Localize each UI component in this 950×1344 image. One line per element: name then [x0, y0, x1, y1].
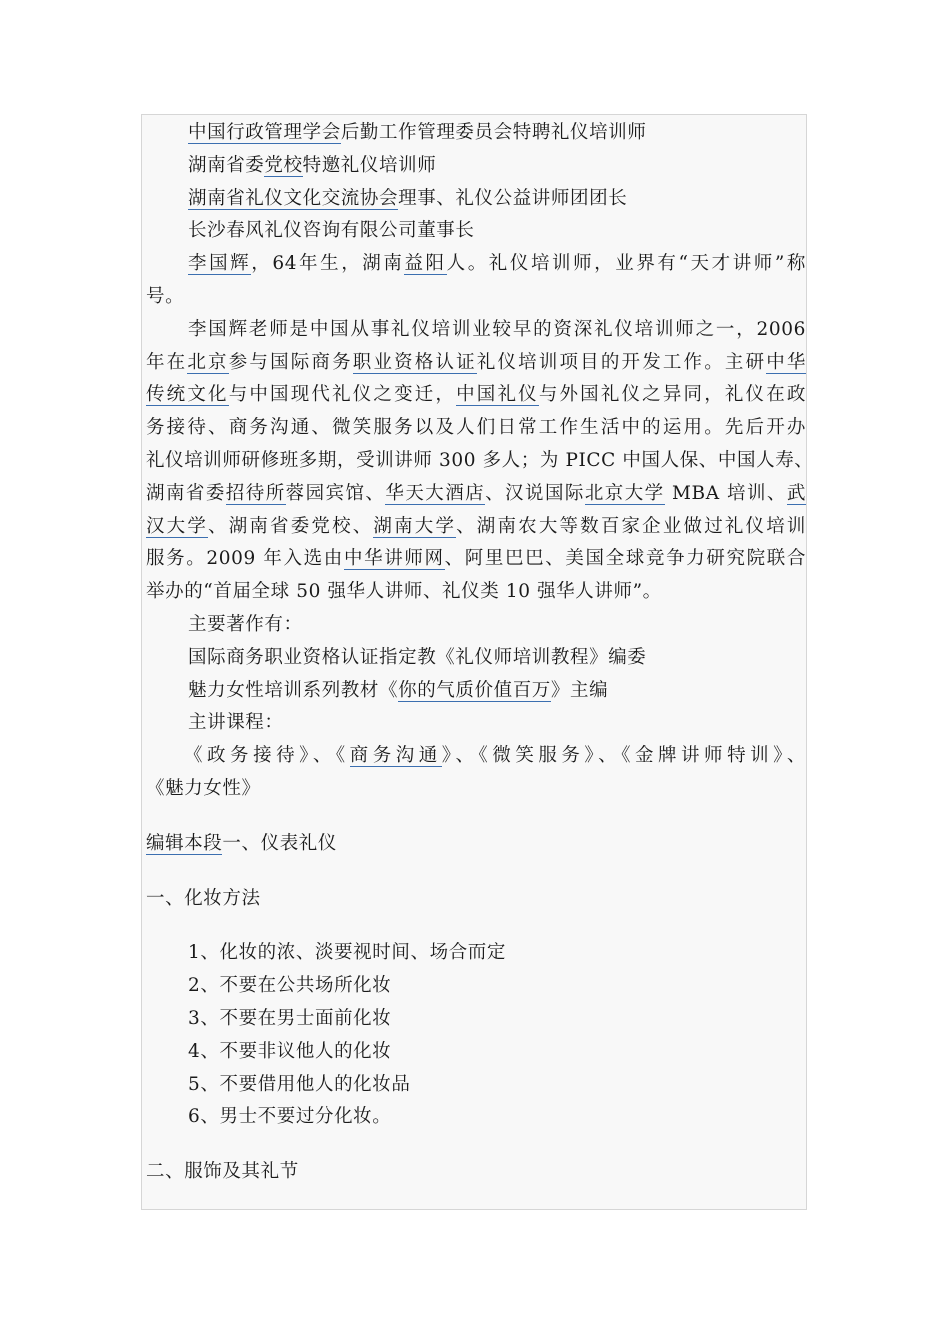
desc-line: 汉大学、湖南省委党校、湖南大学、湖南农大等数百家企业做过礼仪培训: [146, 515, 806, 537]
desc-line: 务接待、商务沟通、微笑服务以及人们日常工作生活中的运用。先后开办: [146, 417, 806, 439]
link-guesthouse[interactable]: 招待所: [225, 482, 286, 504]
makeup-heading: 一、化妆方法: [146, 887, 261, 909]
clothing-heading: 二、服饰及其礼节: [146, 1161, 299, 1183]
link-chinese-etiquette[interactable]: 中国礼仪: [456, 384, 539, 406]
link-business-communication[interactable]: 商务沟通: [349, 745, 442, 767]
makeup-item: 3、不要在男士面前化妆: [188, 1007, 392, 1029]
link-traditional-culture[interactable]: 传统文化: [146, 384, 229, 406]
link-beijing[interactable]: 北京: [187, 351, 229, 373]
desc-line: 服务。2009 年入选由中华讲师网、阿里巴巴、美国全球竞争力研究院联合: [146, 548, 806, 570]
edit-section-link[interactable]: 编辑本段: [146, 832, 223, 854]
link-book-title[interactable]: 你的气质价值百万: [398, 679, 551, 701]
desc-line: 礼仪培训师研修班多期，受训讲师 300 多人；为 PICC 中国人保、中国人寿、: [146, 449, 814, 471]
desc-line: 传统文化与中国现代礼仪之变迁，中国礼仪与外国礼仪之异同，礼仪在政: [146, 384, 806, 406]
courses-heading: 主讲课程：: [188, 712, 284, 734]
link-party-school[interactable]: 党校: [264, 154, 303, 176]
makeup-item: 2、不要在公共场所化妆: [188, 975, 392, 997]
document-content: [146, 117, 814, 1189]
bio-line: 号。: [146, 285, 185, 307]
link-trainer-network[interactable]: 中华讲师网: [343, 548, 445, 570]
makeup-item: 5、不要借用他人的化妆品: [188, 1073, 411, 1095]
makeup-item: 1、化妆的浓、淡要视时间、场合而定: [188, 942, 506, 964]
makeup-item: 4、不要非议他人的化妆: [188, 1040, 392, 1062]
link-huatian-hotel[interactable]: 华天大酒店: [385, 482, 486, 504]
desc-line: 年在北京参与国际商务职业资格认证礼仪培训项目的开发工作。主研中华: [146, 351, 807, 373]
link-qualification[interactable]: 职业资格认证: [352, 351, 477, 373]
link-li-guohui[interactable]: 李国辉: [188, 253, 252, 275]
document-page: [141, 114, 814, 1210]
courses-line: 《魅力女性》: [146, 777, 261, 799]
makeup-item: 6、男士不要过分化妆。: [188, 1106, 392, 1128]
link-zhonghua[interactable]: 中华: [766, 351, 807, 373]
bio-line: 李国辉，64年生，湖南益阳人。礼仪培训师，业界有“天才讲师”称: [188, 253, 807, 275]
link-wuhan-university-cont[interactable]: 汉大学: [146, 515, 209, 537]
desc-line: 举办的“首届全球 50 强华人讲师、礼仪类 10 强华人讲师”。: [146, 581, 662, 603]
works-item: 国际商务职业资格认证指定教《礼仪师培训教程》编委: [188, 646, 647, 668]
section-title: 编辑本段一、仪表礼仪: [146, 832, 338, 854]
desc-line: 湖南省委招待所蓉园宾馆、华天大酒店、汉说国际北京大学 MBA 培训、武: [146, 482, 806, 504]
link-yiyang[interactable]: 益阳: [404, 253, 447, 275]
works-item: 魅力女性培训系列教材《你的气质价值百万》主编: [188, 679, 609, 701]
link-peking-university[interactable]: 北京大学: [584, 482, 665, 504]
link-etiquette-association[interactable]: 湖南省礼仪文化交流协会: [188, 187, 399, 209]
role-line: 中国行政管理学会后勤工作管理委员会特聘礼仪培训师: [188, 122, 647, 143]
link-admin-society[interactable]: 中国行政管理学会: [188, 122, 341, 143]
link-hunan-university[interactable]: 湖南大学: [373, 515, 457, 537]
link-wuhan-university[interactable]: 武: [786, 482, 806, 504]
courses-line: 《政务接待》、《商务沟通》、《微笑服务》、《金牌讲师特训》、: [184, 745, 806, 767]
role-line: 湖南省礼仪文化交流协会理事、礼仪公益讲师团团长: [188, 187, 628, 209]
role-line: 长沙春风礼仪咨询有限公司董事长: [188, 220, 475, 242]
role-line: 湖南省委党校特邀礼仪培训师: [188, 154, 437, 176]
desc-line: 李国辉老师是中国从事礼仪培训业较早的资深礼仪培训师之一，2006: [188, 318, 806, 340]
works-heading: 主要著作有：: [188, 613, 303, 635]
